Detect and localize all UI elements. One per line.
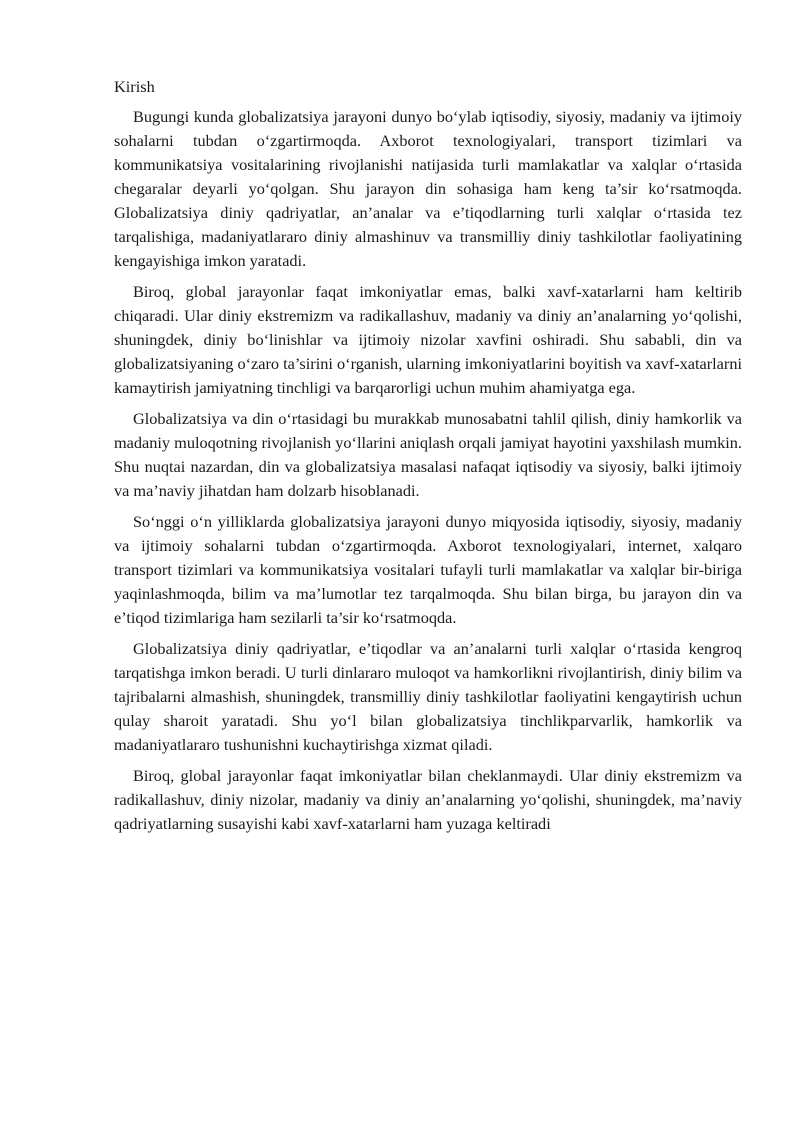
- paragraph-4: So‘nggi o‘n yilliklarda globalizatsiya jarayoni dunyo miqyosida iqtisodiy, siyosiy, madaniy va ijtimoiy sohalarni tubdan o‘zgartirmoqda. Axborot texnologiyalari, internet, xalqaro transport tizimlari va kommunikatsiya vositalari tufayli turli mamlakatlar va xalqlar bir-biriga yaqinlashmoqda, bilim va ma’lumotlar tez tarqalmoqda. Shu bilan birga, bu jarayon din va e’tiqod tizimlariga ham sezilarli ta’sir ko‘rsatmoqda.: [114, 512, 742, 627]
- paragraph-1: Bugungi kunda globalizatsiya jarayoni dunyo bo‘ylab iqtisodiy, siyosiy, madaniy va ijtimoiy sohalarni tubdan o‘zgartirmoqda. Axborot texnologiyalari, transport tizimlari va kommunikatsiya vositalarining rivojlanishi natijasida turli mamlakatlar va xalqlar o‘rtasida chegaralar deyarli yo‘qolgan. Shu jarayon din sohasiga ham keng ta’sir ko‘rsatmoqda. Globalizatsiya diniy qadriyatlar, an’analar va e’tiqodlarning turli xalqlar o‘rtasida tez tarqalishiga, madaniyatlararo diniy almashinuv va transmilliy diniy tashkilotlar faoliyatining kengayishiga imkon yaratadi.: [114, 107, 742, 270]
- document-body: [114, 75, 742, 843]
- paragraph-2: Biroq, global jarayonlar faqat imkoniyatlar emas, balki xavf-xatarlarni ham keltirib chiqaradi. Ular diniy ekstremizm va radikallashuv, madaniy va diniy an’analarning yo‘qolishi, shuningdek, diniy bo‘linishlar va ijtimoiy nizolar xavfini oshiradi. Shu sababli, din va globalizatsiyaning o‘zaro ta’sirini o‘rganish, ularning imkoniyatlarini boyitish va xavf-xatarlarni kamaytirish jamiyatning tinchligi va barqarorligi uchun muhim ahamiyatga ega.: [114, 282, 742, 397]
- section-heading: Kirish: [114, 77, 155, 96]
- paragraph-5: Globalizatsiya diniy qadriyatlar, e’tiqodlar va an’analarni turli xalqlar o‘rtasida kengroq tarqatishga imkon beradi. U turli dinlararo muloqot va hamkorlikni rivojlantirish, diniy bilim va tajribalarni almashish, shuningdek, transmilliy diniy tashkilotlar faoliyatini kengaytirish uchun qulay sharoit yaratadi. Shu yo‘l bilan globalizatsiya tinchlikparvarlik, hamkorlik va madaniyatlararo tushunishni kuchaytirishga xizmat qiladi.: [114, 639, 742, 754]
- paragraph-6: Biroq, global jarayonlar faqat imkoniyatlar bilan cheklanmaydi. Ular diniy ekstremizm va radikallashuv, diniy nizolar, madaniy va diniy an’analarning yo‘qolishi, shuningdek, ma’naviy qadriyatlarning susayishi kabi xavf-xatarlarni ham yuzaga keltiradi: [114, 766, 742, 833]
- paragraph-3: Globalizatsiya va din o‘rtasidagi bu murakkab munosabatni tahlil qilish, diniy hamkorlik va madaniy muloqotning rivojlanish yo‘llarini aniqlash orqali jamiyat hayotini yaxshilash mumkin. Shu nuqtai nazardan, din va globalizatsiya masalasi nafaqat iqtisodiy va siyosiy, balki ijtimoiy va ma’naviy jihatdan ham dolzarb hisoblanadi.: [114, 409, 742, 500]
